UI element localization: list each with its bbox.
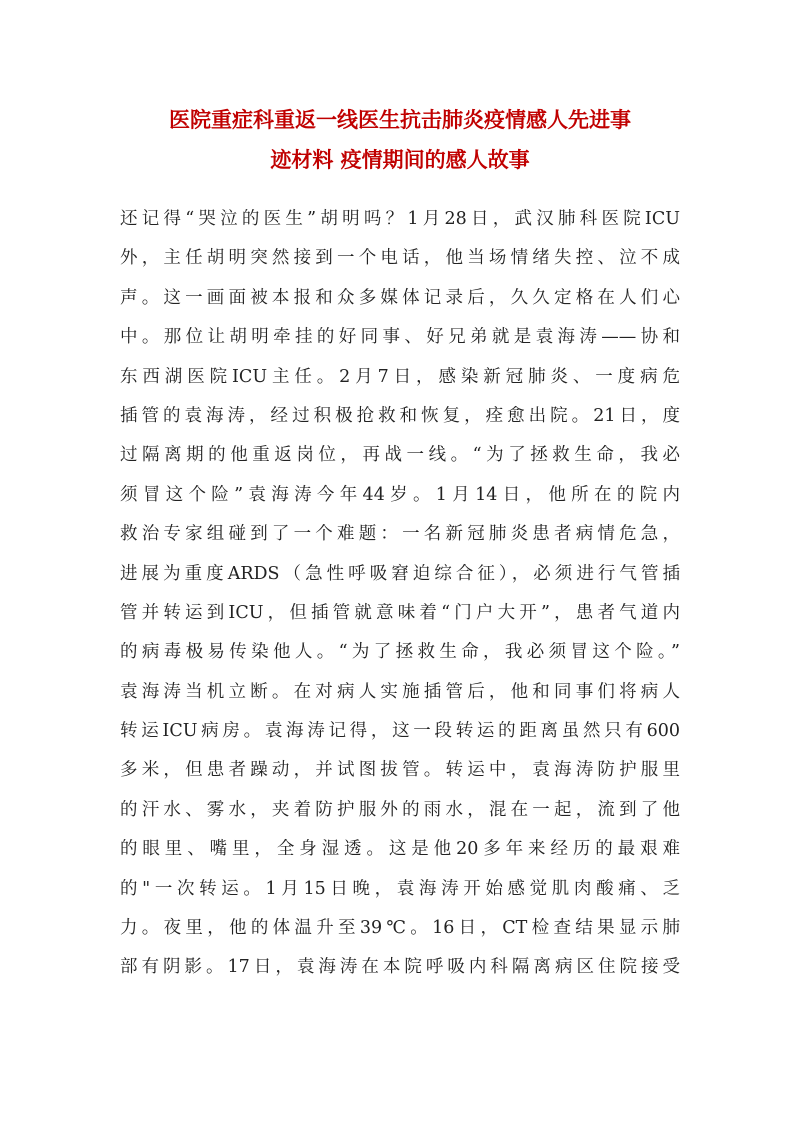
body-line: 的眼里、嘴里，全身湿透。这是他20多年来经历的最艰难 <box>120 839 680 860</box>
document-body <box>120 200 680 988</box>
body-line: 须冒这个险”袁海涛今年44岁。1月14日，他所在的院内 <box>120 484 680 505</box>
document-title-line-1: 医院重症科重返一线医生抗击肺炎疫情感人先进事 <box>169 107 631 132</box>
body-line: 还记得“哭泣的医生”胡明吗？1月28日，武汉肺科医院ICU <box>120 209 680 229</box>
body-line: 力。夜里，他的体温升至39℃。16日，CT检查结果显示肺 <box>120 918 680 939</box>
body-line: 进展为重度ARDS（急性呼吸窘迫综合征），必须进行气管插 <box>120 563 680 584</box>
body-line: 部有阴影。17日，袁海涛在本院呼吸内科隔离病区住院接受 <box>120 957 680 978</box>
body-line: 声。这一画面被本报和众多媒体记录后，久久定格在人们心 <box>120 287 680 308</box>
body-line: 的汗水、雾水，夹着防护服外的雨水，混在一起，流到了他 <box>120 799 680 820</box>
body-line: 东西湖医院ICU主任。2月7日，感染新冠肺炎、一度病危 <box>120 366 680 387</box>
document-title-line-2: 迹材料 疫情期间的感人故事 <box>270 147 530 172</box>
body-line: 中。那位让胡明牵挂的好同事、好兄弟就是袁海涛——协和 <box>120 327 680 348</box>
body-line: 管并转运到ICU，但插管就意味着“门户大开”，患者气道内 <box>120 602 680 623</box>
body-line: 插管的袁海涛，经过积极抢救和恢复，痊愈出院。21日，度 <box>120 405 680 426</box>
body-line: 的病毒极易传染他人。“为了拯救生命，我必须冒这个险。” <box>120 642 680 663</box>
body-line: 过隔离期的他重返岗位，再战一线。“为了拯救生命，我必 <box>120 445 680 466</box>
body-line: 袁海涛当机立断。在对病人实施插管后，他和同事们将病人 <box>120 681 680 702</box>
body-line: 的"一次转运。1月15日晚，袁海涛开始感觉肌肉酸痛、乏 <box>120 878 680 899</box>
body-line: 转运ICU病房。袁海涛记得，这一段转运的距离虽然只有600 <box>120 721 680 742</box>
body-line: 多米，但患者躁动，并试图拔管。转运中，袁海涛防护服里 <box>120 760 680 781</box>
body-line: 外，主任胡明突然接到一个电话，他当场情绪失控、泣不成 <box>120 248 680 269</box>
body-line: 救治专家组碰到了一个难题：一名新冠肺炎患者病情危急， <box>120 524 680 545</box>
